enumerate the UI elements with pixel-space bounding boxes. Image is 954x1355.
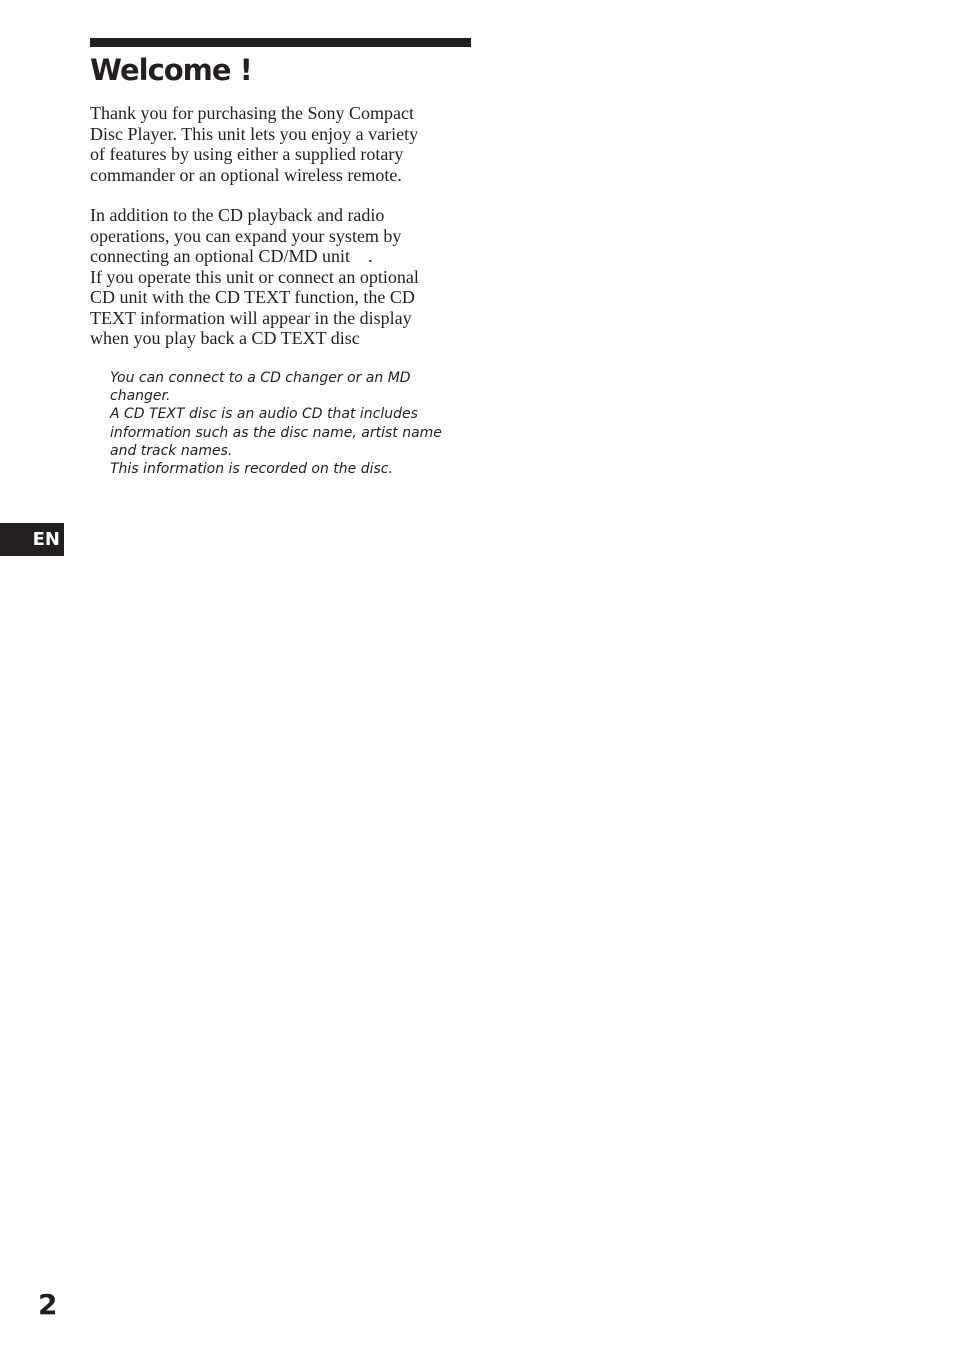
intro-line: commander or an optional wireless remote. [90, 164, 402, 185]
footnote-line: and track names. [110, 442, 233, 459]
features-paragraph [90, 205, 480, 349]
features-line: If you operate this unit or connect an optional [90, 266, 419, 287]
footnote-line: You can connect to a CD changer or an MD [110, 370, 411, 386]
title-rule [90, 38, 471, 47]
intro-paragraph [90, 103, 480, 185]
footnote-line: changer. [110, 388, 171, 405]
features-line: operations, you can expand your system by [90, 225, 402, 246]
footnote-line: information such as the disc name, artist name [110, 424, 442, 441]
footnote-line: This information is recorded on the disc. [110, 461, 393, 478]
features-line: In addition to the CD playback and radio [90, 205, 385, 225]
features-line: TEXT information will appear in the display [90, 307, 412, 328]
language-tab: EN [0, 523, 64, 556]
intro-line: Thank you for purchasing the Sony Compact [90, 103, 414, 123]
intro-line: Disc Player. This unit lets you enjoy a variety [90, 123, 419, 144]
page-number: 2 [38, 1288, 58, 1321]
features-line: connecting an optional CD/MD unit . [90, 246, 373, 266]
features-line: CD unit with the CD TEXT function, the CD [90, 287, 415, 307]
features-line: when you play back a CD TEXT disc [90, 328, 360, 348]
intro-line: of features by using either a supplied rotary [90, 144, 404, 164]
footnote-line: A CD TEXT disc is an audio CD that includes [110, 406, 418, 423]
footnotes [110, 369, 480, 478]
page-title: Welcome ! [90, 53, 252, 87]
